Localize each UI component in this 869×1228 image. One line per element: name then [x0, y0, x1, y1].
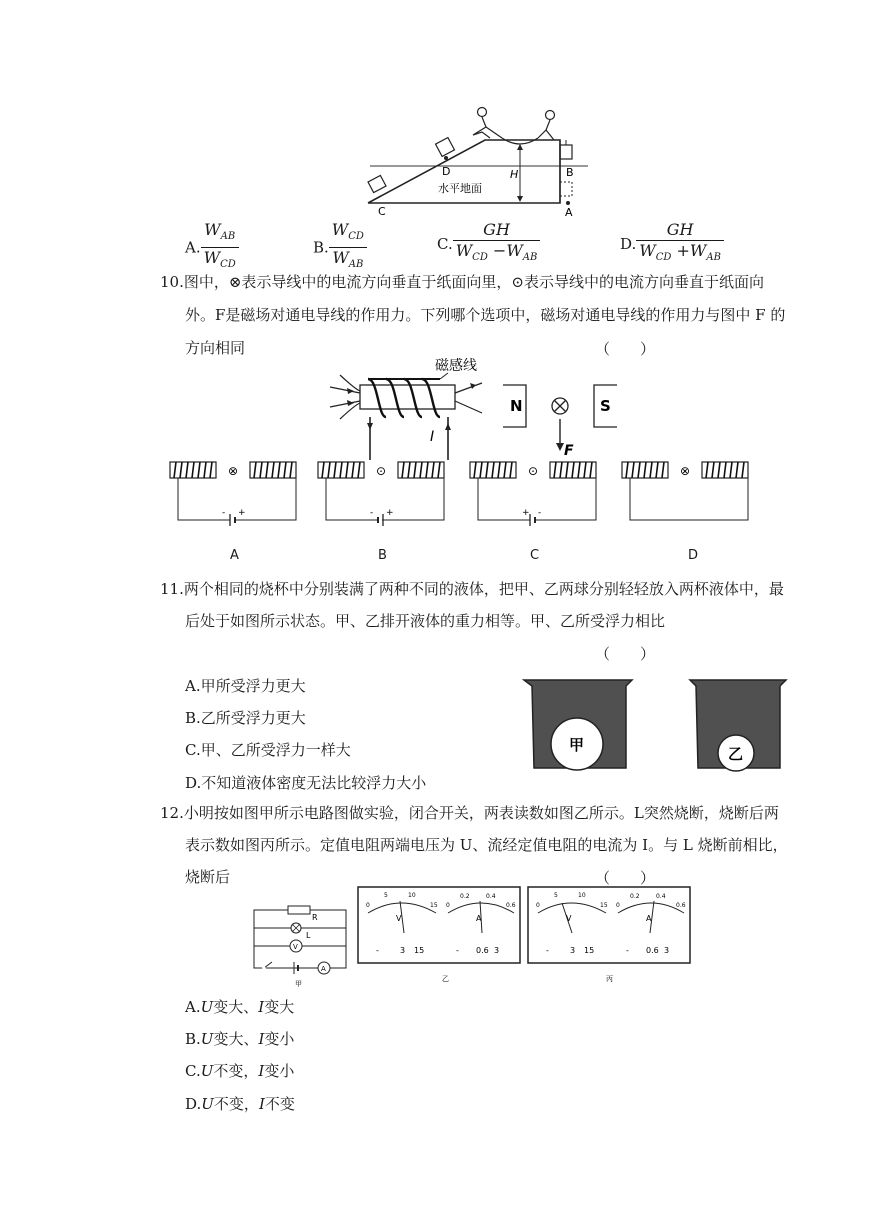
force-label: F	[564, 443, 574, 459]
q10-option-label-c: C	[530, 548, 540, 563]
svg-text:-: -	[456, 946, 459, 955]
svg-text:-: -	[626, 946, 629, 955]
circuit-a	[170, 462, 296, 526]
svg-text:5: 5	[384, 892, 388, 899]
svg-text:0.2: 0.2	[630, 893, 640, 900]
svg-text:10: 10	[408, 892, 416, 899]
svg-text:丙: 丙	[606, 975, 613, 983]
q10-option-circuits	[160, 458, 780, 528]
svg-text:0.4: 0.4	[486, 893, 496, 900]
svg-text:L: L	[306, 931, 311, 940]
label-D: D	[442, 165, 451, 178]
svg-text:15: 15	[600, 902, 608, 909]
svg-text:-: -	[370, 508, 374, 518]
svg-text:-: -	[538, 508, 542, 518]
q12-option-c: C.U不变，I变小	[185, 1062, 295, 1080]
circuit-b	[318, 462, 444, 526]
svg-text:-: -	[376, 946, 379, 955]
svg-text:+: +	[238, 508, 246, 518]
svg-text:5: 5	[554, 892, 558, 899]
svg-text:-: -	[222, 508, 226, 518]
q12-answer-bracket: （ ）	[595, 869, 656, 887]
q12-option-a: A.U变大、I变大	[185, 998, 295, 1016]
q9-option-a: A. $\frac{W_{AB}}{W_{CD}}$	[185, 220, 239, 275]
q9-option-b: B. $\frac{W_{CD}}{W_{AB}}$	[313, 220, 367, 275]
svg-text:0: 0	[366, 902, 370, 909]
beaker-right	[690, 680, 786, 771]
field-lines-label: 磁感线	[435, 358, 477, 374]
q10-option-label-a: A	[230, 548, 239, 563]
q9-option-c: C. $\frac{GH}{W_{CD} -W_{AB}}$	[437, 220, 540, 268]
svg-text:甲: 甲	[295, 980, 302, 988]
svg-text:15: 15	[584, 946, 595, 955]
svg-text:0: 0	[616, 902, 620, 909]
q11-option-a: A.甲所受浮力更大	[185, 677, 306, 695]
circuit-d	[622, 462, 748, 520]
svg-text:V: V	[396, 914, 402, 923]
q12-circuit-figure	[250, 898, 350, 988]
svg-text:⊗: ⊗	[680, 464, 691, 478]
q12-line-2: 表示数如图丙所示。定值电阻两端电压为 U、流经定值电阻的电流为 I。与 L 烧断前相比，	[185, 836, 788, 854]
circuit-c	[470, 462, 596, 526]
q10-answer-bracket: （ ）	[595, 340, 656, 358]
svg-text:0.4: 0.4	[656, 893, 666, 900]
q10-reference-figure	[330, 355, 650, 460]
q10-line-3: 方向相同	[185, 339, 246, 357]
q11-line-2: 后处于如图所示状态。甲、乙排开液体的重力相等。甲、乙所受浮力相比	[185, 612, 666, 630]
label-A: A	[565, 206, 573, 219]
q10-option-label-b: B	[378, 548, 387, 563]
svg-text:0.6: 0.6	[506, 902, 516, 909]
svg-text:3: 3	[570, 946, 576, 955]
svg-text:0.6: 0.6	[476, 946, 489, 955]
q10-option-label-d: D	[688, 548, 699, 563]
svg-text:3: 3	[400, 946, 406, 955]
svg-text:15: 15	[430, 902, 438, 909]
q11-line-1: 11.两个相同的烧杯中分别装满了两种不同的液体，把甲、乙两球分别轻轻放入两杯液体中，最	[160, 580, 784, 598]
svg-text:A: A	[476, 914, 482, 923]
q12-line-3: 烧断后	[185, 868, 231, 886]
svg-text:+: +	[522, 508, 530, 518]
svg-text:R: R	[312, 913, 318, 922]
svg-text:⊗: ⊗	[228, 464, 239, 478]
svg-text:0.2: 0.2	[460, 893, 470, 900]
q11-option-b: B.乙所受浮力更大	[185, 709, 306, 727]
svg-text:+: +	[386, 508, 394, 518]
ball-yi-label: 乙	[728, 745, 744, 763]
svg-text:15: 15	[414, 946, 425, 955]
svg-text:⊙: ⊙	[376, 464, 387, 478]
svg-text:A: A	[321, 965, 326, 973]
svg-text:V: V	[293, 943, 298, 951]
meters-panel-bing	[528, 887, 690, 983]
q9-option-d: D. $\frac{GH}{W_{CD} +W_{AB}}$	[620, 220, 724, 268]
svg-text:-: -	[546, 946, 549, 955]
pole-n: N	[510, 397, 523, 415]
ball-jia-label: 甲	[569, 736, 585, 754]
q12-option-b: B.U变大、I变小	[185, 1030, 295, 1048]
svg-text:0.6: 0.6	[676, 902, 686, 909]
svg-text:3: 3	[494, 946, 500, 955]
ground-label: 水平地面	[438, 182, 482, 195]
svg-text:0: 0	[446, 902, 450, 909]
svg-text:3: 3	[664, 946, 670, 955]
svg-text:0.6: 0.6	[646, 946, 659, 955]
pole-s: S	[600, 397, 611, 415]
svg-text:⊙: ⊙	[528, 464, 539, 478]
beaker-left	[524, 680, 632, 770]
q11-option-c: C.甲、乙所受浮力一样大	[185, 741, 351, 759]
svg-text:乙: 乙	[442, 975, 449, 983]
q10-line-1: 10.图中，⊗表示导线中的电流方向垂直于纸面向里，⊙表示导线中的电流方向垂直于纸面向	[160, 273, 764, 291]
meters-panel-yi	[358, 887, 520, 983]
q12-meters-figure	[356, 885, 696, 985]
q11-option-d: D.不知道液体密度无法比较浮力大小	[185, 774, 427, 792]
current-label: I	[430, 429, 435, 445]
svg-text:0: 0	[536, 902, 540, 909]
svg-text:V: V	[566, 914, 572, 923]
label-C: C	[378, 205, 386, 218]
q12-option-d: D.U不变，I不变	[185, 1095, 295, 1113]
q11-answer-bracket: （ ）	[595, 645, 656, 663]
q9-incline-figure	[360, 100, 590, 220]
q12-line-1: 12.小明按如图甲所示电路图做实验，闭合开关，两表读数如图乙所示。L突然烧断，烧断后两	[160, 804, 779, 822]
label-H: H	[510, 168, 519, 181]
q11-beakers-figure	[522, 676, 792, 776]
svg-text:10: 10	[578, 892, 586, 899]
svg-text:A: A	[646, 914, 652, 923]
q10-line-2: 外。F是磁场对通电导线的作用力。下列哪个选项中，磁场对通电导线的作用力与图中 F 的	[185, 306, 786, 324]
label-B: B	[566, 166, 574, 179]
